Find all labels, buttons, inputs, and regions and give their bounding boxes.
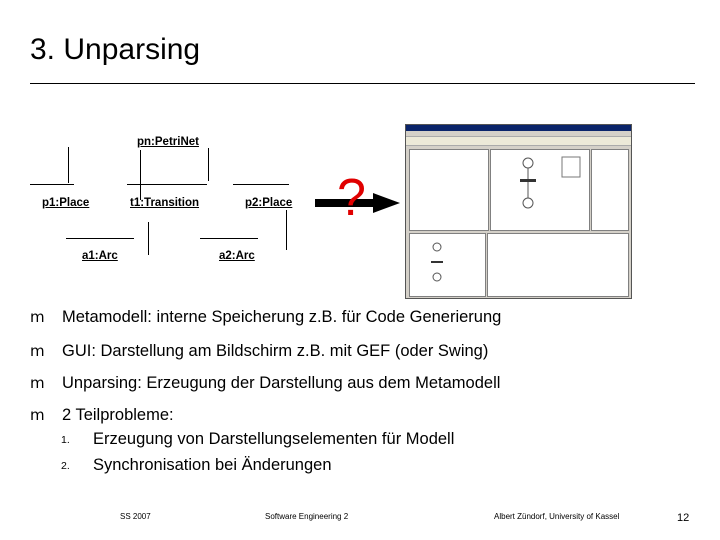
footer-term: SS 2007 xyxy=(120,512,151,521)
edge-line xyxy=(140,150,141,200)
edge-line xyxy=(200,238,258,239)
bullet-marker: m xyxy=(30,342,45,360)
edge-line xyxy=(208,148,209,181)
edge-line xyxy=(68,147,69,183)
footer-course: Software Engineering 2 xyxy=(265,512,349,521)
edge-line xyxy=(286,210,287,250)
footer-author: Albert Zündorf, University of Kassel xyxy=(494,512,620,521)
edge-line xyxy=(66,238,134,239)
edge-line xyxy=(148,222,149,255)
node-petrinet: pn:PetriNet xyxy=(137,136,199,148)
bullet-marker: m xyxy=(30,406,45,424)
question-mark: ? xyxy=(337,169,366,227)
edge-line xyxy=(127,184,207,185)
eclipse-editor-screenshot xyxy=(405,124,632,299)
bullet-marker: m xyxy=(30,374,45,392)
node-p2: p2:Place xyxy=(245,197,293,209)
edge-line xyxy=(30,184,74,185)
node-a1: a1:Arc xyxy=(82,250,118,262)
node-p1: p1:Place xyxy=(42,197,90,209)
slide-title: 3. Unparsing xyxy=(30,33,201,66)
node-a2: a2:Arc xyxy=(219,250,255,262)
node-t1: t1:Transition xyxy=(130,197,200,209)
title-rule xyxy=(30,83,695,84)
page-number: 12 xyxy=(677,512,690,524)
bullet-marker: m xyxy=(30,308,45,326)
edge-line xyxy=(233,184,289,185)
